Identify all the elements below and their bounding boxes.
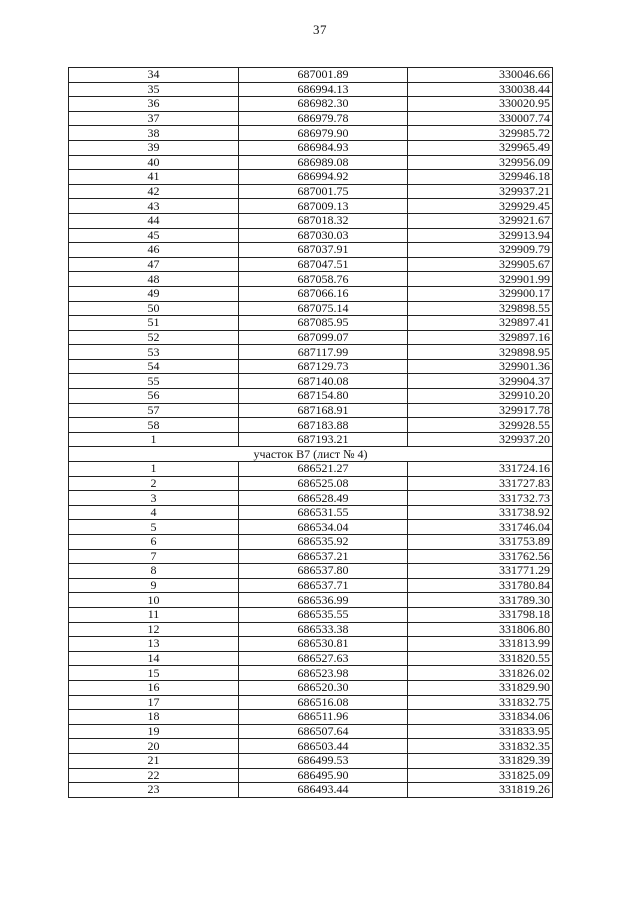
point-number-cell: 1 xyxy=(69,462,239,477)
x-coordinate-cell: 687001.89 xyxy=(239,68,408,83)
table-row xyxy=(69,184,553,199)
y-coordinate-cell: 331732.73 xyxy=(408,491,553,506)
y-coordinate-cell: 331833.95 xyxy=(408,724,553,739)
point-number-cell: 14 xyxy=(69,651,239,666)
x-coordinate-cell: 686493.44 xyxy=(239,783,408,798)
table-row xyxy=(69,359,553,374)
point-number-cell: 7 xyxy=(69,549,239,564)
point-number-cell: 8 xyxy=(69,564,239,579)
point-number-cell: 36 xyxy=(69,97,239,112)
point-number-cell: 51 xyxy=(69,316,239,331)
table-row xyxy=(69,213,553,228)
point-number-cell: 22 xyxy=(69,768,239,783)
table-row xyxy=(69,199,553,214)
y-coordinate-cell: 329917.78 xyxy=(408,403,553,418)
y-coordinate-cell: 331813.99 xyxy=(408,637,553,652)
x-coordinate-cell: 686533.38 xyxy=(239,622,408,637)
y-coordinate-cell: 331727.83 xyxy=(408,476,553,491)
table-row xyxy=(69,607,553,622)
y-coordinate-cell: 329909.79 xyxy=(408,243,553,258)
table-row xyxy=(69,389,553,404)
table-row xyxy=(69,520,553,535)
table-row xyxy=(69,753,553,768)
table-row xyxy=(69,695,553,710)
y-coordinate-cell: 329910.20 xyxy=(408,389,553,404)
table-row xyxy=(69,666,553,681)
x-coordinate-cell: 686525.08 xyxy=(239,476,408,491)
y-coordinate-cell: 331829.90 xyxy=(408,680,553,695)
y-coordinate-cell: 331746.04 xyxy=(408,520,553,535)
point-number-cell: 48 xyxy=(69,272,239,287)
y-coordinate-cell: 331798.18 xyxy=(408,607,553,622)
table-row xyxy=(69,739,553,754)
y-coordinate-cell: 329965.49 xyxy=(408,140,553,155)
table-row xyxy=(69,257,553,272)
table-row xyxy=(69,111,553,126)
y-coordinate-cell: 329901.99 xyxy=(408,272,553,287)
point-number-cell: 53 xyxy=(69,345,239,360)
table-body-before xyxy=(69,68,553,447)
point-number-cell: 42 xyxy=(69,184,239,199)
table-row xyxy=(69,724,553,739)
y-coordinate-cell: 331825.09 xyxy=(408,768,553,783)
y-coordinate-cell: 329897.41 xyxy=(408,316,553,331)
table-row xyxy=(69,330,553,345)
y-coordinate-cell: 331789.30 xyxy=(408,593,553,608)
point-number-cell: 41 xyxy=(69,170,239,185)
point-number-cell: 44 xyxy=(69,213,239,228)
point-number-cell: 50 xyxy=(69,301,239,316)
table-row xyxy=(69,578,553,593)
x-coordinate-cell: 686531.55 xyxy=(239,505,408,520)
x-coordinate-cell: 686536.99 xyxy=(239,593,408,608)
y-coordinate-cell: 331806.80 xyxy=(408,622,553,637)
point-number-cell: 55 xyxy=(69,374,239,389)
point-number-cell: 13 xyxy=(69,637,239,652)
y-coordinate-cell: 329946.18 xyxy=(408,170,553,185)
y-coordinate-cell: 329956.09 xyxy=(408,155,553,170)
point-number-cell: 5 xyxy=(69,520,239,535)
y-coordinate-cell: 331832.35 xyxy=(408,739,553,754)
section-heading-row xyxy=(69,447,553,462)
point-number-cell: 1 xyxy=(69,432,239,447)
x-coordinate-cell: 687030.03 xyxy=(239,228,408,243)
y-coordinate-cell: 329904.37 xyxy=(408,374,553,389)
point-number-cell: 57 xyxy=(69,403,239,418)
table-row xyxy=(69,155,553,170)
x-coordinate-cell: 687066.16 xyxy=(239,286,408,301)
point-number-cell: 35 xyxy=(69,82,239,97)
y-coordinate-cell: 329985.72 xyxy=(408,126,553,141)
point-number-cell: 21 xyxy=(69,753,239,768)
x-coordinate-cell: 686499.53 xyxy=(239,753,408,768)
table-row xyxy=(69,82,553,97)
y-coordinate-cell: 329937.20 xyxy=(408,432,553,447)
x-coordinate-cell: 686982.30 xyxy=(239,97,408,112)
table-row xyxy=(69,140,553,155)
x-coordinate-cell: 687129.73 xyxy=(239,359,408,374)
y-coordinate-cell: 331829.39 xyxy=(408,753,553,768)
coordinates-table xyxy=(68,67,553,798)
point-number-cell: 58 xyxy=(69,418,239,433)
table-row xyxy=(69,432,553,447)
x-coordinate-cell: 687009.13 xyxy=(239,199,408,214)
x-coordinate-cell: 686523.98 xyxy=(239,666,408,681)
x-coordinate-cell: 686979.90 xyxy=(239,126,408,141)
x-coordinate-cell: 686537.71 xyxy=(239,578,408,593)
y-coordinate-cell: 329921.67 xyxy=(408,213,553,228)
x-coordinate-cell: 686537.80 xyxy=(239,564,408,579)
x-coordinate-cell: 687037.91 xyxy=(239,243,408,258)
x-coordinate-cell: 686994.92 xyxy=(239,170,408,185)
point-number-cell: 2 xyxy=(69,476,239,491)
point-number-cell: 54 xyxy=(69,359,239,374)
point-number-cell: 46 xyxy=(69,243,239,258)
point-number-cell: 4 xyxy=(69,505,239,520)
table-row xyxy=(69,68,553,83)
point-number-cell: 20 xyxy=(69,739,239,754)
table-row xyxy=(69,476,553,491)
x-coordinate-cell: 687047.51 xyxy=(239,257,408,272)
point-number-cell: 18 xyxy=(69,710,239,725)
x-coordinate-cell: 686534.04 xyxy=(239,520,408,535)
table-row xyxy=(69,345,553,360)
x-coordinate-cell: 687018.32 xyxy=(239,213,408,228)
x-coordinate-cell: 687117.99 xyxy=(239,345,408,360)
y-coordinate-cell: 331753.89 xyxy=(408,535,553,550)
x-coordinate-cell: 686521.27 xyxy=(239,462,408,477)
table-row xyxy=(69,564,553,579)
table-row xyxy=(69,403,553,418)
point-number-cell: 9 xyxy=(69,578,239,593)
x-coordinate-cell: 686530.81 xyxy=(239,637,408,652)
y-coordinate-cell: 331826.02 xyxy=(408,666,553,681)
x-coordinate-cell: 687075.14 xyxy=(239,301,408,316)
x-coordinate-cell: 686535.55 xyxy=(239,607,408,622)
point-number-cell: 23 xyxy=(69,783,239,798)
y-coordinate-cell: 329905.67 xyxy=(408,257,553,272)
y-coordinate-cell: 331762.56 xyxy=(408,549,553,564)
y-coordinate-cell: 329898.95 xyxy=(408,345,553,360)
point-number-cell: 56 xyxy=(69,389,239,404)
table-row xyxy=(69,97,553,112)
y-coordinate-cell: 329929.45 xyxy=(408,199,553,214)
point-number-cell: 52 xyxy=(69,330,239,345)
table-row xyxy=(69,374,553,389)
point-number-cell: 3 xyxy=(69,491,239,506)
point-number-cell: 17 xyxy=(69,695,239,710)
y-coordinate-cell: 329898.55 xyxy=(408,301,553,316)
x-coordinate-cell: 686535.92 xyxy=(239,535,408,550)
table-row xyxy=(69,418,553,433)
y-coordinate-cell: 329937.21 xyxy=(408,184,553,199)
x-coordinate-cell: 686994.13 xyxy=(239,82,408,97)
y-coordinate-cell: 329913.94 xyxy=(408,228,553,243)
x-coordinate-cell: 687183.88 xyxy=(239,418,408,433)
section-heading-body xyxy=(69,447,553,462)
x-coordinate-cell: 686984.93 xyxy=(239,140,408,155)
table-row xyxy=(69,710,553,725)
point-number-cell: 47 xyxy=(69,257,239,272)
table-row xyxy=(69,462,553,477)
point-number-cell: 34 xyxy=(69,68,239,83)
y-coordinate-cell: 329900.17 xyxy=(408,286,553,301)
table-row xyxy=(69,170,553,185)
x-coordinate-cell: 686537.21 xyxy=(239,549,408,564)
section-heading: участок В7 (лист № 4) xyxy=(69,447,553,462)
y-coordinate-cell: 331832.75 xyxy=(408,695,553,710)
x-coordinate-cell: 686520.30 xyxy=(239,680,408,695)
y-coordinate-cell: 331819.26 xyxy=(408,783,553,798)
y-coordinate-cell: 330046.66 xyxy=(408,68,553,83)
x-coordinate-cell: 687001.75 xyxy=(239,184,408,199)
y-coordinate-cell: 330007.74 xyxy=(408,111,553,126)
y-coordinate-cell: 330038.44 xyxy=(408,82,553,97)
point-number-cell: 6 xyxy=(69,535,239,550)
table-row xyxy=(69,593,553,608)
table-row xyxy=(69,491,553,506)
x-coordinate-cell: 687154.80 xyxy=(239,389,408,404)
point-number-cell: 39 xyxy=(69,140,239,155)
point-number-cell: 12 xyxy=(69,622,239,637)
point-number-cell: 19 xyxy=(69,724,239,739)
table-row xyxy=(69,549,553,564)
table-row xyxy=(69,680,553,695)
table-row xyxy=(69,651,553,666)
x-coordinate-cell: 686516.08 xyxy=(239,695,408,710)
table-row xyxy=(69,637,553,652)
point-number-cell: 40 xyxy=(69,155,239,170)
y-coordinate-cell: 331724.16 xyxy=(408,462,553,477)
x-coordinate-cell: 687058.76 xyxy=(239,272,408,287)
table-row xyxy=(69,126,553,141)
x-coordinate-cell: 687193.21 xyxy=(239,432,408,447)
point-number-cell: 43 xyxy=(69,199,239,214)
y-coordinate-cell: 331771.29 xyxy=(408,564,553,579)
table-row xyxy=(69,535,553,550)
y-coordinate-cell: 331834.06 xyxy=(408,710,553,725)
table-row xyxy=(69,768,553,783)
y-coordinate-cell: 331780.84 xyxy=(408,578,553,593)
point-number-cell: 16 xyxy=(69,680,239,695)
point-number-cell: 38 xyxy=(69,126,239,141)
point-number-cell: 49 xyxy=(69,286,239,301)
point-number-cell: 10 xyxy=(69,593,239,608)
y-coordinate-cell: 331820.55 xyxy=(408,651,553,666)
x-coordinate-cell: 686507.64 xyxy=(239,724,408,739)
x-coordinate-cell: 687099.07 xyxy=(239,330,408,345)
point-number-cell: 45 xyxy=(69,228,239,243)
table-row xyxy=(69,783,553,798)
point-number-cell: 11 xyxy=(69,607,239,622)
x-coordinate-cell: 686528.49 xyxy=(239,491,408,506)
table-row xyxy=(69,301,553,316)
table-row xyxy=(69,243,553,258)
table-row xyxy=(69,622,553,637)
x-coordinate-cell: 686511.96 xyxy=(239,710,408,725)
x-coordinate-cell: 686527.63 xyxy=(239,651,408,666)
y-coordinate-cell: 330020.95 xyxy=(408,97,553,112)
x-coordinate-cell: 686503.44 xyxy=(239,739,408,754)
point-number-cell: 37 xyxy=(69,111,239,126)
x-coordinate-cell: 687140.08 xyxy=(239,374,408,389)
x-coordinate-cell: 686979.78 xyxy=(239,111,408,126)
page-number: 37 xyxy=(313,22,327,37)
point-number-cell: 15 xyxy=(69,666,239,681)
table-row xyxy=(69,505,553,520)
x-coordinate-cell: 687085.95 xyxy=(239,316,408,331)
x-coordinate-cell: 686495.90 xyxy=(239,768,408,783)
table-body-after xyxy=(69,462,553,798)
y-coordinate-cell: 329928.55 xyxy=(408,418,553,433)
table-row xyxy=(69,286,553,301)
table-row xyxy=(69,228,553,243)
y-coordinate-cell: 331738.92 xyxy=(408,505,553,520)
x-coordinate-cell: 687168.91 xyxy=(239,403,408,418)
table-row xyxy=(69,316,553,331)
y-coordinate-cell: 329897.16 xyxy=(408,330,553,345)
x-coordinate-cell: 686989.08 xyxy=(239,155,408,170)
table-row xyxy=(69,272,553,287)
y-coordinate-cell: 329901.36 xyxy=(408,359,553,374)
